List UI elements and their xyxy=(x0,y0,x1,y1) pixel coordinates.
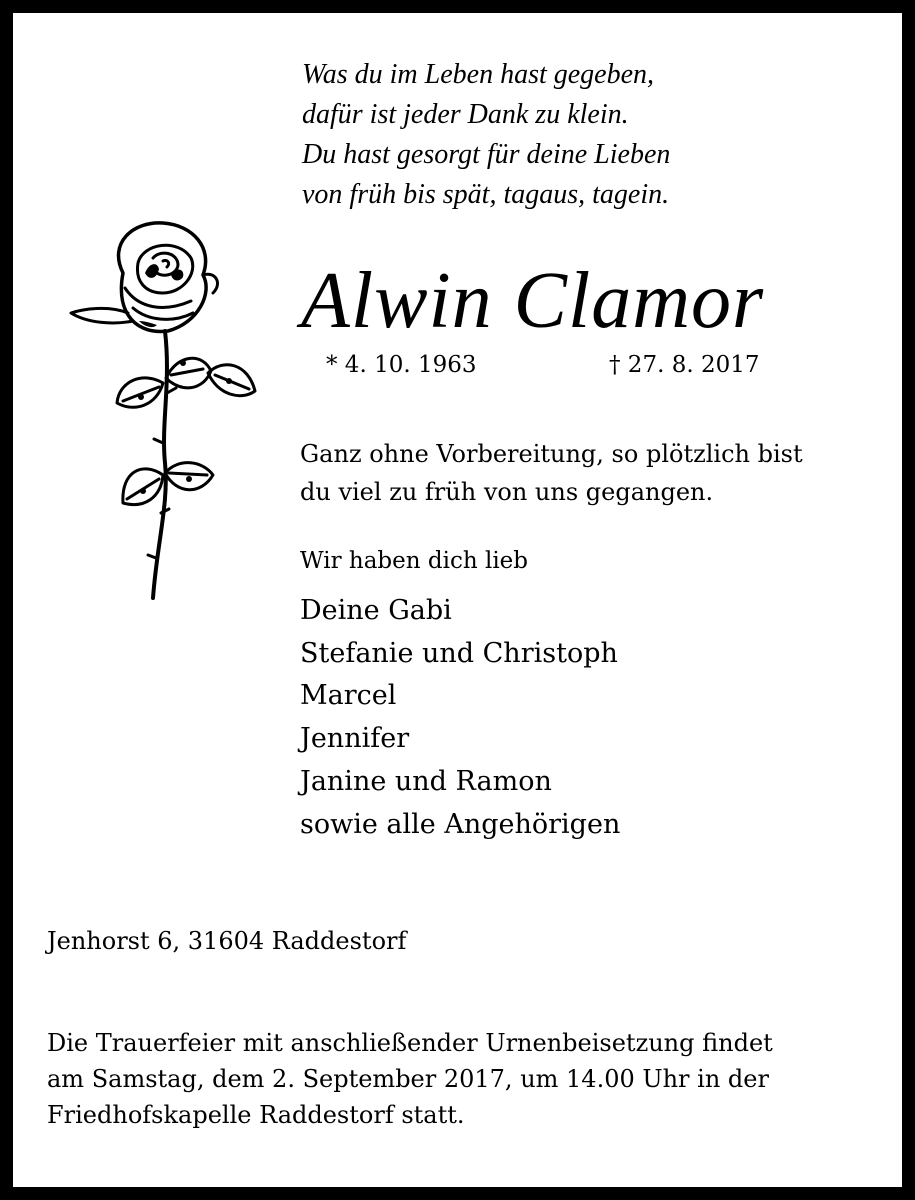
death-date: † 27. 8. 2017 xyxy=(609,352,760,378)
signer: Jennifer xyxy=(300,723,410,755)
signer: sowie alle Angehörigen xyxy=(300,808,621,840)
farewell-message xyxy=(300,435,803,511)
signer: Marcel xyxy=(300,680,397,712)
message-line: du viel zu früh von uns gegangen. xyxy=(300,478,714,506)
service-line: am Samstag, dem 2. September 2017, um 14.00 Uhr in der xyxy=(47,1065,769,1093)
service-line: Friedhofskapelle Raddestorf statt. xyxy=(47,1101,465,1129)
service-line: Die Trauerfeier mit anschließender Urnenbeisetzung findet xyxy=(47,1029,773,1057)
deceased-name: Alwin Clamor xyxy=(301,257,765,345)
poem-line: Du hast gesorgt für deine Lieben xyxy=(302,139,671,170)
signer: Deine Gabi xyxy=(300,595,452,626)
birth-date: * 4. 10. 1963 xyxy=(326,352,477,378)
poem-line: dafür ist jeder Dank zu klein. xyxy=(302,99,629,130)
poem xyxy=(302,55,670,215)
message-line: Ganz ohne Vorbereitung, so plötzlich bist xyxy=(300,440,803,468)
rose-icon xyxy=(53,213,273,613)
signer: Janine und Ramon xyxy=(300,765,552,797)
poem-line: von früh bis spät, tagaus, tagein. xyxy=(302,179,670,210)
poem-line: Was du im Leben hast gegeben, xyxy=(302,59,655,90)
address: Jenhorst 6, 31604 Raddestorf xyxy=(47,927,407,955)
love-line: Wir haben dich lieb xyxy=(300,548,529,574)
signers-list xyxy=(300,590,620,846)
signer: Stefanie und Christoph xyxy=(300,637,618,669)
service-announcement xyxy=(47,1025,773,1133)
